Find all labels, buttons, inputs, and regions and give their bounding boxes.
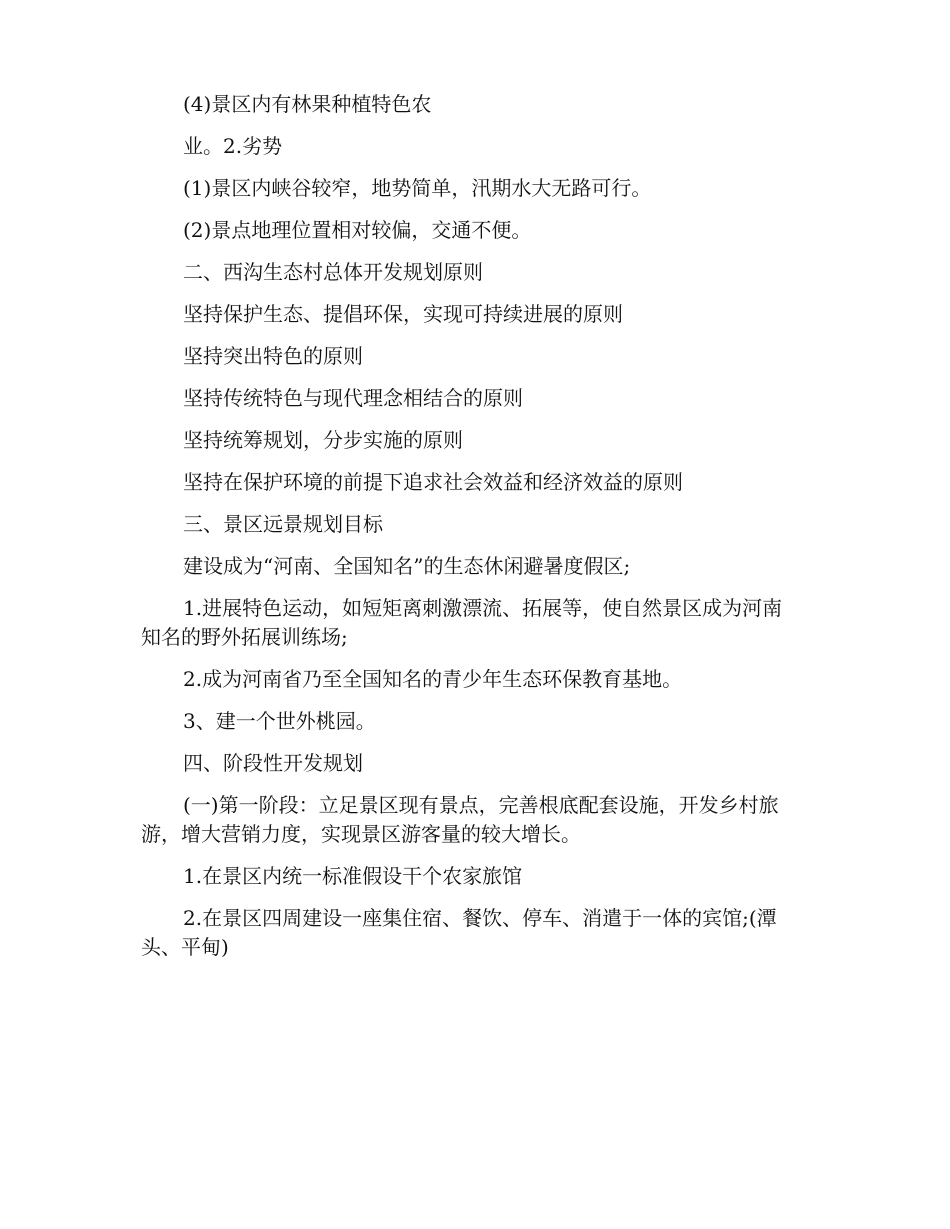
paragraph-4: (2)景点地理位置相对较偏，交通不便。 [183,218,532,242]
phase-1-item-1: 1.在景区内统一标准假设干个农家旅馆 [183,864,523,888]
goal-2: 2.成为河南省乃至全国知名的青少年生态环保教育基地。 [183,667,683,691]
principle-4: 坚持统筹规划，分步实施的原则 [183,428,463,452]
goal-summary: 建设成为“河南、全国知名”的生态休闲避暑度假区; [183,554,631,578]
principle-5: 坚持在保护环境的前提下追求社会效益和经济效益的原则 [183,470,683,494]
paragraph-1: (4)景区内有林果种植特色农 [183,92,432,116]
document-body [141,90,801,975]
phase-1: (一)第一阶段：立足景区现有景点，完善根底配套设施，开发乡村旅游，增大营销力度，实现景区游客量的较大增长。 [141,793,779,846]
goal-3: 3、建一个世外桃园。 [183,709,376,733]
principle-3: 坚持传统特色与现代理念相结合的原则 [183,386,523,410]
principle-1: 坚持保护生态、提倡环保，实现可持续进展的原则 [183,302,623,326]
section-heading-4: 四、阶段性开发规划 [183,751,363,775]
section-heading-3: 三、景区远景规划目标 [183,512,383,536]
paragraph-3: (1)景区内峡谷较窄，地势简单，汛期水大无路可行。 [183,176,652,200]
principle-2: 坚持突出特色的原则 [183,344,363,368]
phase-1-item-2: 2.在景区四周建设一座集住宿、餐饮、停车、消遣于一体的宾馆;(潭头、平甸) [141,906,777,959]
paragraph-2: 业。2.劣势 [183,134,283,158]
goal-1: 1.进展特色运动，如短矩离刺激漂流、拓展等，使自然景区成为河南知名的野外拓展训练场; [141,596,783,649]
section-heading-2: 二、西沟生态村总体开发规划原则 [183,260,483,284]
